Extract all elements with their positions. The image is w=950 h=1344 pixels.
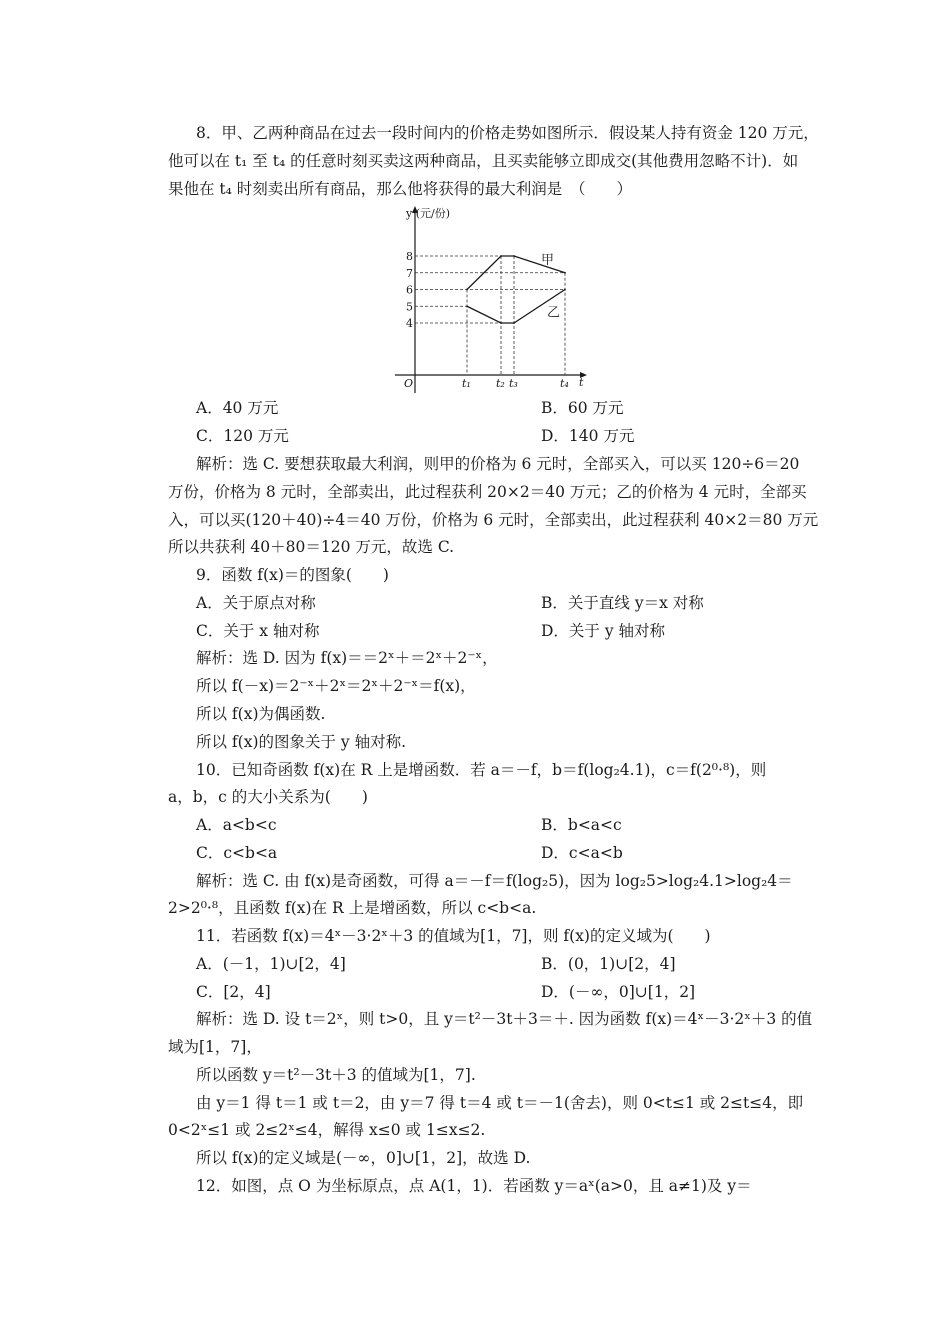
q8-solution-line-1: 解析：选 C. 要想获取最大利润，则甲的价格为 6 元时，全部买入，可以买 120÷6＝20 — [196, 455, 800, 473]
q8-option-a: A．40 万元 — [196, 399, 279, 417]
q11-option-a: A．(－1，1)∪[2，4] — [196, 955, 346, 973]
series-1-point-1 — [466, 289, 468, 291]
q8-solution-line-4: 所以共获利 40＋80＝120 万元，故选 C. — [168, 538, 455, 556]
x-tick-label-1: t₁ — [462, 377, 471, 390]
q11-option-c: C．[2，4] — [196, 983, 271, 1001]
q10-option-d: D．c<a<b — [541, 844, 623, 862]
q9-option-b: B．关于直线 y＝x 对称 — [541, 594, 704, 612]
q8-stem-line-1: 8．甲、乙两种商品在过去一段时间内的价格走势如图所示．假设某人持有资金 120 万元， — [196, 124, 819, 142]
y-tick-label-5: 5 — [406, 300, 413, 314]
chart-guide-lines — [415, 256, 565, 375]
q10-stem-line-2: a，b，c 的大小关系为( ) — [168, 788, 368, 806]
series-1-point-3 — [513, 255, 515, 257]
series-2-point-4 — [564, 289, 566, 291]
x-tick-label-2: t₂ — [496, 377, 505, 390]
q8-stem-line-3: 果他在 t₄ 时刻卖出所有商品，那么他将获得的最大利润是 （ ） — [168, 180, 633, 198]
q9-solution-line-3: 所以 f(x)为偶函数. — [196, 705, 326, 723]
q11-solution-line-3: 所以函数 y＝t²－3t＋3 的值域为[1，7]. — [196, 1066, 476, 1084]
q8-option-b: B．60 万元 — [541, 399, 624, 417]
q9-solution-line-2: 所以 f(－x)＝2⁻ˣ＋2ˣ＝2ˣ＋2⁻ˣ＝f(x)， — [196, 677, 476, 695]
series-1-point-4 — [564, 272, 566, 274]
chart-labels — [404, 207, 584, 390]
y-tick-label-7: 7 — [406, 266, 413, 280]
y-tick-label-4: 4 — [406, 317, 413, 330]
price-trend-chart — [395, 203, 595, 393]
q12-stem: 12．如图，点 O 为坐标原点，点 A(1，1)．若函数 y＝aˣ(a>0，且 a≠1)及 y＝ — [196, 1177, 752, 1195]
q9-option-a: A．关于原点对称 — [196, 594, 316, 612]
series-1-point-2 — [500, 255, 502, 257]
series-2-point-2 — [500, 322, 502, 324]
x-tick-label-4: t₄ — [560, 377, 569, 390]
y-axis-label: y (元/份) — [406, 207, 450, 220]
y-tick-label-6: 6 — [406, 283, 413, 297]
q8-solution-line-3: 入，可以买(120＋40)÷4＝40 万份，价格为 6 元时，全部卖出，此过程获利 40×2＝80 万元 — [168, 511, 819, 529]
chart-axes — [395, 206, 587, 393]
q11-stem: 11．若函数 f(x)＝4ˣ－3·2ˣ＋3 的值域为[1，7]，则 f(x)的定义域为( ) — [196, 927, 711, 945]
q10-option-a: A．a<b<c — [196, 816, 277, 834]
q11-option-d: D．(－∞，0]∪[1，2] — [541, 983, 696, 1001]
series-label-2: 乙 — [547, 305, 561, 321]
q8-option-c: C．120 万元 — [196, 427, 289, 445]
q11-solution-line-4: 由 y＝1 得 t＝1 或 t＝2，由 y＝7 得 t＝4 或 t＝－1(舍去)，则 0<t≤1 或 2≤t≤4，即 — [196, 1094, 804, 1112]
q9-option-c: C．关于 x 轴对称 — [196, 622, 320, 640]
q9-stem: 9．函数 f(x)＝的图象( ) — [196, 566, 389, 584]
q9-solution-line-1: 解析：选 D. 因为 f(x)＝＝2ˣ＋＝2ˣ＋2⁻ˣ， — [196, 649, 498, 667]
q10-option-c: C．c<b<a — [196, 844, 278, 862]
series-2-point-1 — [466, 305, 468, 307]
x-tick-label-3: t₃ — [509, 377, 518, 390]
q11-solution-line-1: 解析：选 D. 设 t＝2ˣ，则 t>0，且 y＝t²－3t＋3＝＋. 因为函数 f(x)＝4ˣ－3·2ˣ＋3 的值 — [196, 1010, 813, 1028]
q10-solution-line-2: 2>2⁰·⁸，且函数 f(x)在 R 上是增函数，所以 c<b<a. — [168, 899, 537, 917]
q10-solution-line-1: 解析：选 C. 由 f(x)是奇函数，可得 a＝－f＝f(log₂5)，因为 log₂5>log₂4.1>log₂4＝ — [196, 872, 793, 890]
q9-solution-line-4: 所以 f(x)的图象关于 y 轴对称. — [196, 733, 407, 751]
q10-stem-line-1: 10．已知奇函数 f(x)在 R 上是增函数．若 a＝－f，b＝f(log₂4.1)，c＝f(2⁰·⁸)，则 — [196, 761, 767, 779]
x-axis-label: t — [579, 376, 584, 389]
q8-stem-line-2: 他可以在 t₁ 至 t₄ 的任意时刻买卖这两种商品，且买卖能够立即成交(其他费用忽略不计)．如 — [168, 152, 799, 170]
q11-solution-line-2: 域为[1，7]， — [168, 1038, 262, 1056]
series-2-point-3 — [513, 322, 515, 324]
q11-solution-line-5: 0<2ˣ≤1 或 2≤2ˣ≤4，解得 x≤0 或 1≤x≤2. — [168, 1121, 486, 1139]
q11-option-b: B．(0，1)∪[2，4] — [541, 955, 676, 973]
series-label-1: 甲 — [541, 253, 555, 268]
q11-solution-line-6: 所以 f(x)的定义域是(－∞，0]∪[1，2]，故选 D. — [196, 1149, 531, 1167]
y-tick-label-8: 8 — [406, 250, 413, 263]
origin-label: O — [404, 377, 414, 390]
q10-option-b: B．b<a<c — [541, 816, 622, 834]
q8-solution-line-2: 万份，价格为 8 元时，全部卖出，此过程获利 20×2＝40 万元；乙的价格为 4 元时，全部买 — [168, 483, 807, 501]
q9-option-d: D．关于 y 轴对称 — [541, 622, 666, 640]
q8-option-d: D．140 万元 — [541, 427, 635, 445]
